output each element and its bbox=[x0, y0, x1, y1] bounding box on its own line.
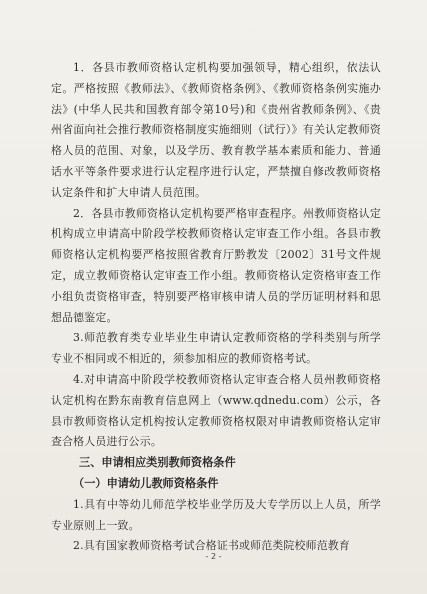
paragraph-6: 2.具有国家教师资格考试合格证书或师范类院校师范教育 bbox=[73, 539, 350, 553]
paragraph-2: 2．各县市教师资格认定机构要严格审查程序。州教师资格认定机构成立申请高中阶段学校教师资格认定审查工作小组。各县市教师资格认定机构要严格按照省教育厅黔教发〔2002〕31号文件规定，成立教师资格认定审查工作小组。教师资格认定资格审查工作小组负责资格审查，特别要严格审核申请人员的学历证明材料和思想品德鉴定。 bbox=[51, 206, 381, 324]
document-body bbox=[51, 58, 381, 557]
paragraph-3: 3.师范教育类专业毕业生申请认定教师资格的学科类别与所学专业不相同或不相近的，须参加相应的教师资格考试。 bbox=[51, 331, 381, 366]
page-number: - 2 - bbox=[205, 552, 222, 561]
sub-heading: （一）申请幼儿教师资格条件 bbox=[73, 476, 219, 490]
paragraph-1: 1．各县市教师资格认定机构要加强领导，精心组织，依法认定。严格按照《教师法》、《教师资格条例》、《教师资格条例实施办法》(中华人民共和国教育部令第10号)和《贵州省教师条例》、《贵州省面向社会推行教师资格制度实施细则（试行）》有关认定教师资格人员的范围、对象，以及学历、教育教学基本素质和能力、普通话水平等条件要求进行认定程序进行认定，严禁擅自修改教师资格认定条件和扩大申请人员范围。 bbox=[51, 61, 381, 199]
paragraph-4: 4.对申请高中阶段学校教师资格认定审查合格人员州教师资格认定机构在黔东南教育信息网上（www.qdnedu.com）公示，各县市教师资格认定机构按认定教师资格权限对申请教师资格认定审查合格人员进行公示。 bbox=[51, 372, 381, 449]
paragraph-5: 1.具有中等幼儿师范学校毕业学历及大专学历以上人员，所学专业原则上一致。 bbox=[51, 497, 381, 532]
section-heading: 三、申请相应类别教师资格条件 bbox=[79, 456, 236, 470]
